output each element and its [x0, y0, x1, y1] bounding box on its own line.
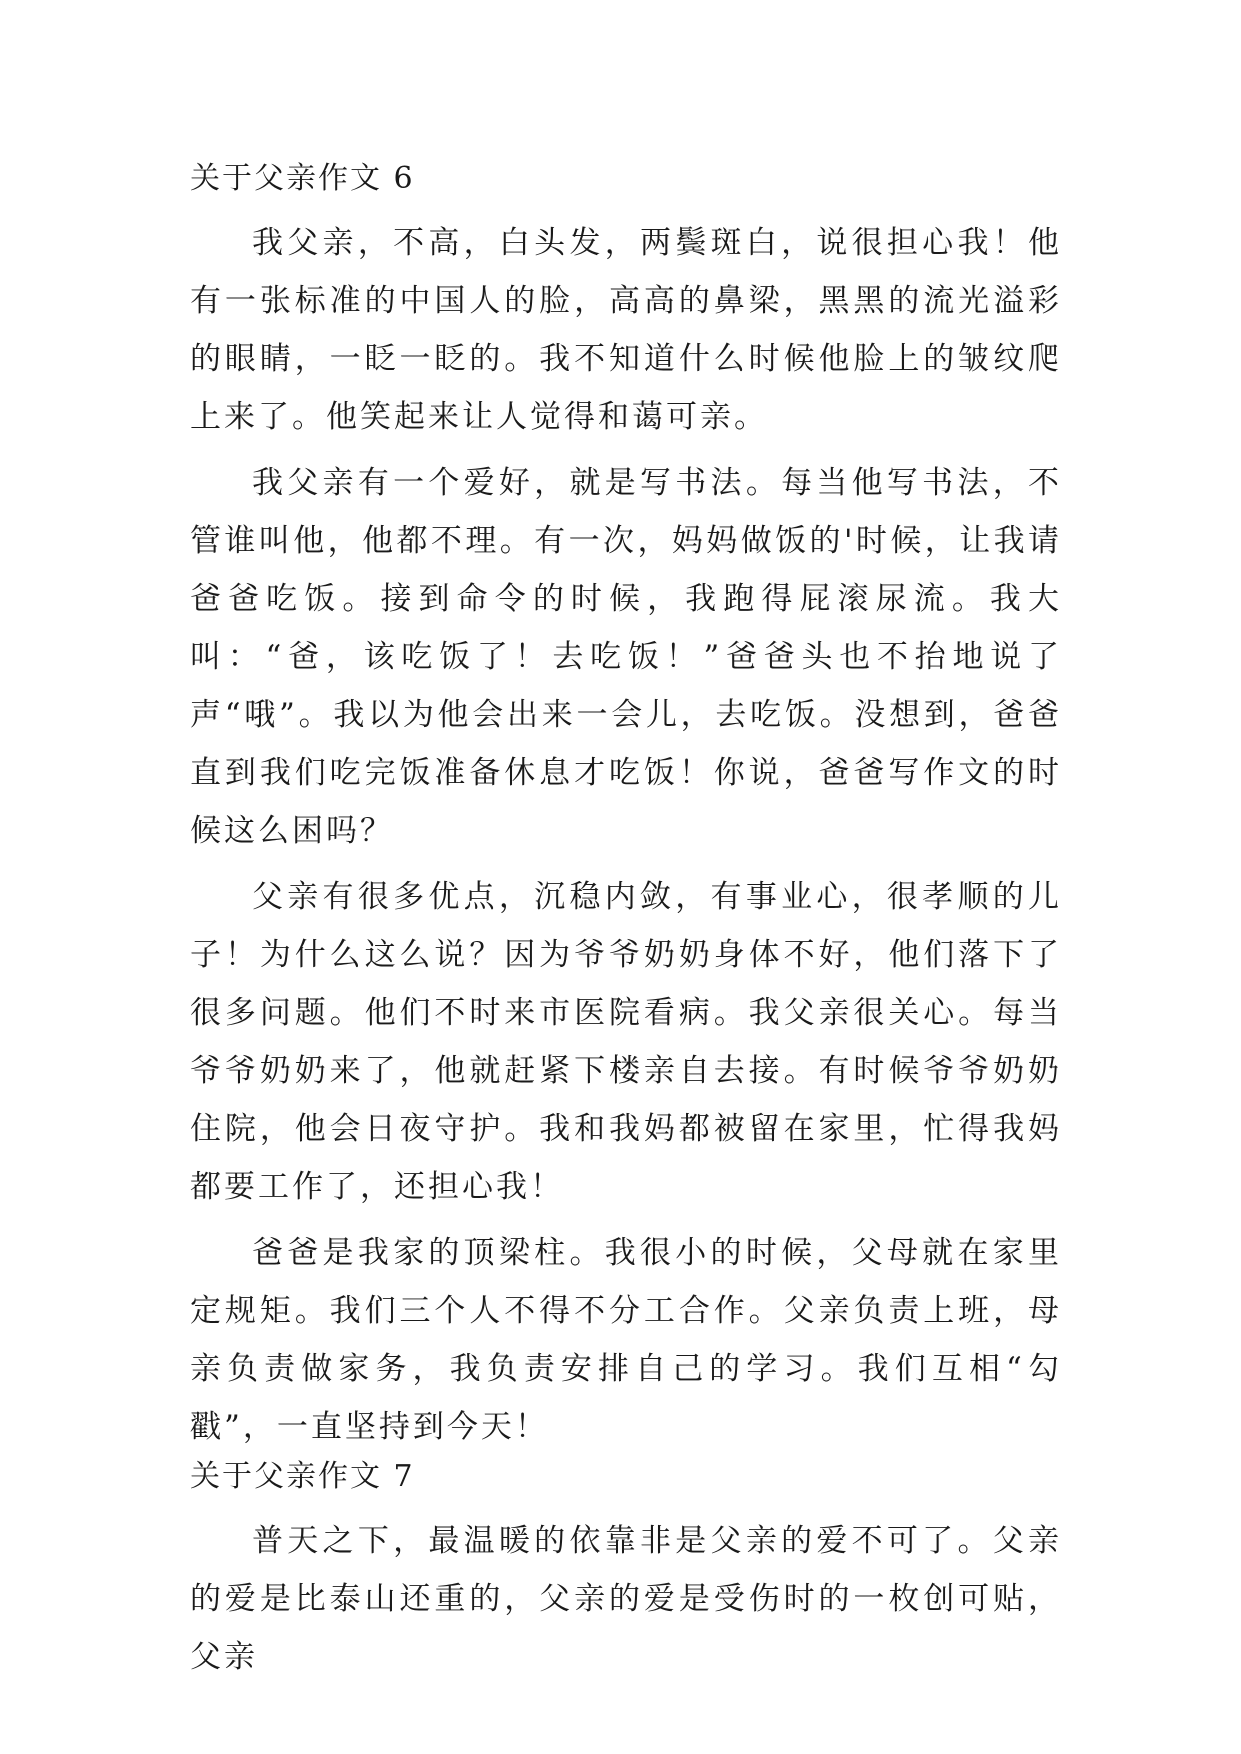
paragraph-love: 普天之下，最温暖的依靠非是父亲的爱不可了。父亲的爱是比泰山还重的，父亲的爱是受伤时的一枚创可贴，父亲 [190, 1523, 1062, 1675]
paragraph-calligraphy: 我父亲有一个爱好，就是写书法。每当他写书法，不管谁叫他，他都不理。有一次，妈妈做饭的'时候，让我请爸爸吃饭。接到命令的时候，我跑得屁滚尿流。我大叫：“爸，该吃饭了！去吃饭！”爸爸头也不抬地说了声“哦”。我以为他会出来一会儿，去吃饭。没想到，爸爸直到我们吃完饭准备休息才吃饭！你说，爸爸写作文的时候这么困吗？ [190, 465, 1062, 849]
paragraph-pillar: 爸爸是我家的顶梁柱。我很小的时候，父母就在家里定规矩。我们三个人不得不分工合作。父亲负责上班，母亲负责做家务，我负责安排自己的学习。我们互相“勾戳”，一直坚持到今天！ [190, 1235, 1062, 1445]
section-heading-6: 关于父亲作文 6 [190, 161, 415, 196]
paragraph-appearance: 我父亲，不高，白头发，两鬓斑白，说很担心我！他有一张标准的中国人的脸，高高的鼻梁，黑黑的流光溢彩的眼睛，一眨一眨的。我不知道什么时候他脸上的皱纹爬上来了。他笑起来让人觉得和蔼可亲。 [190, 225, 1062, 435]
document-page [190, 158, 1062, 1686]
section-heading-7: 关于父亲作文 7 [190, 1459, 415, 1494]
paragraph-virtues: 父亲有很多优点，沉稳内敛，有事业心，很孝顺的儿子！为什么这么说？因为爷爷奶奶身体不好，他们落下了很多问题。他们不时来市医院看病。我父亲很关心。每当爷爷奶奶来了，他就赶紧下楼亲自去接。有时候爷爷奶奶住院，他会日夜守护。我和我妈都被留在家里，忙得我妈都要工作了，还担心我！ [190, 879, 1062, 1205]
